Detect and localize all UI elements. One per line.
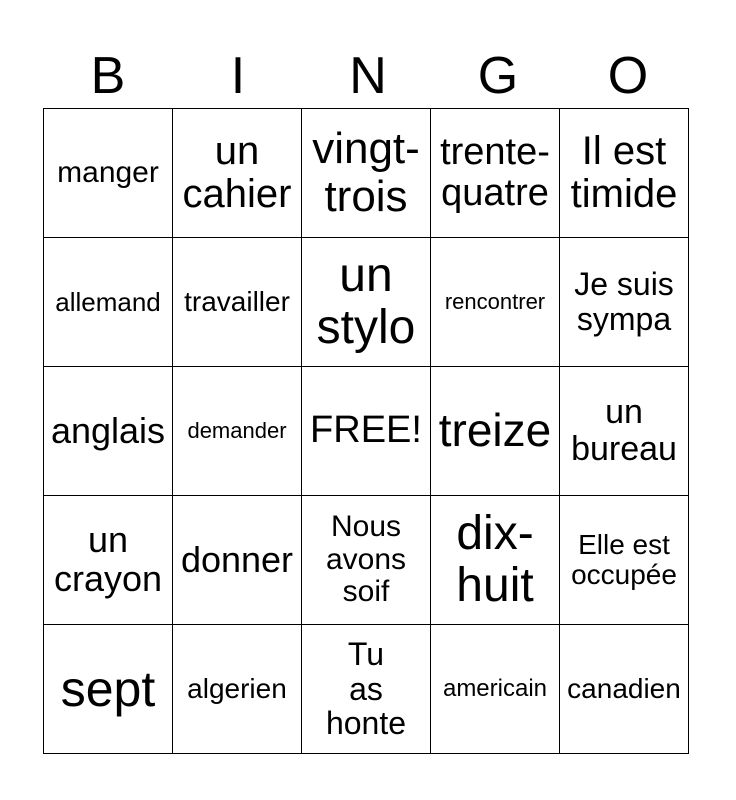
bingo-cell[interactable]: un crayon (44, 496, 173, 625)
bingo-cell[interactable]: canadien (560, 625, 689, 754)
bingo-row (44, 109, 689, 238)
bingo-cell[interactable]: vingt- trois (302, 109, 431, 238)
bingo-header (43, 44, 693, 108)
bingo-row (44, 496, 689, 625)
bingo-cell[interactable]: manger (44, 109, 173, 238)
bingo-cell[interactable]: Il est timide (560, 109, 689, 238)
bingo-cell[interactable]: allemand (44, 238, 173, 367)
free-space-cell[interactable]: FREE! (302, 367, 431, 496)
bingo-cell[interactable]: Nous avons soif (302, 496, 431, 625)
bingo-cell[interactable]: dix- huit (431, 496, 560, 625)
header-letter-i: I (230, 47, 246, 105)
bingo-row (44, 625, 689, 754)
bingo-cell[interactable]: Je suis sympa (560, 238, 689, 367)
bingo-cell[interactable]: americain (431, 625, 560, 754)
bingo-cell[interactable]: rencontrer (431, 238, 560, 367)
header-letter-o: O (607, 47, 649, 105)
bingo-cell[interactable]: donner (173, 496, 302, 625)
header-letter-n: N (349, 47, 387, 105)
bingo-cell[interactable]: sept (44, 625, 173, 754)
bingo-row (44, 367, 689, 496)
bingo-cell[interactable]: travailler (173, 238, 302, 367)
bingo-cell[interactable]: treize (431, 367, 560, 496)
header-letter-b: B (90, 47, 126, 105)
bingo-row (44, 238, 689, 367)
bingo-cell[interactable]: algerien (173, 625, 302, 754)
header-letter-g: G (477, 47, 519, 105)
bingo-cell[interactable]: trente- quatre (431, 109, 560, 238)
bingo-cell[interactable]: anglais (44, 367, 173, 496)
bingo-cell[interactable]: un stylo (302, 238, 431, 367)
bingo-cell[interactable]: un bureau (560, 367, 689, 496)
bingo-cell[interactable]: Elle est occupée (560, 496, 689, 625)
bingo-cell[interactable]: un cahier (173, 109, 302, 238)
bingo-cell[interactable]: Tu as honte (302, 625, 431, 754)
bingo-card (43, 108, 689, 754)
bingo-cell[interactable]: demander (173, 367, 302, 496)
